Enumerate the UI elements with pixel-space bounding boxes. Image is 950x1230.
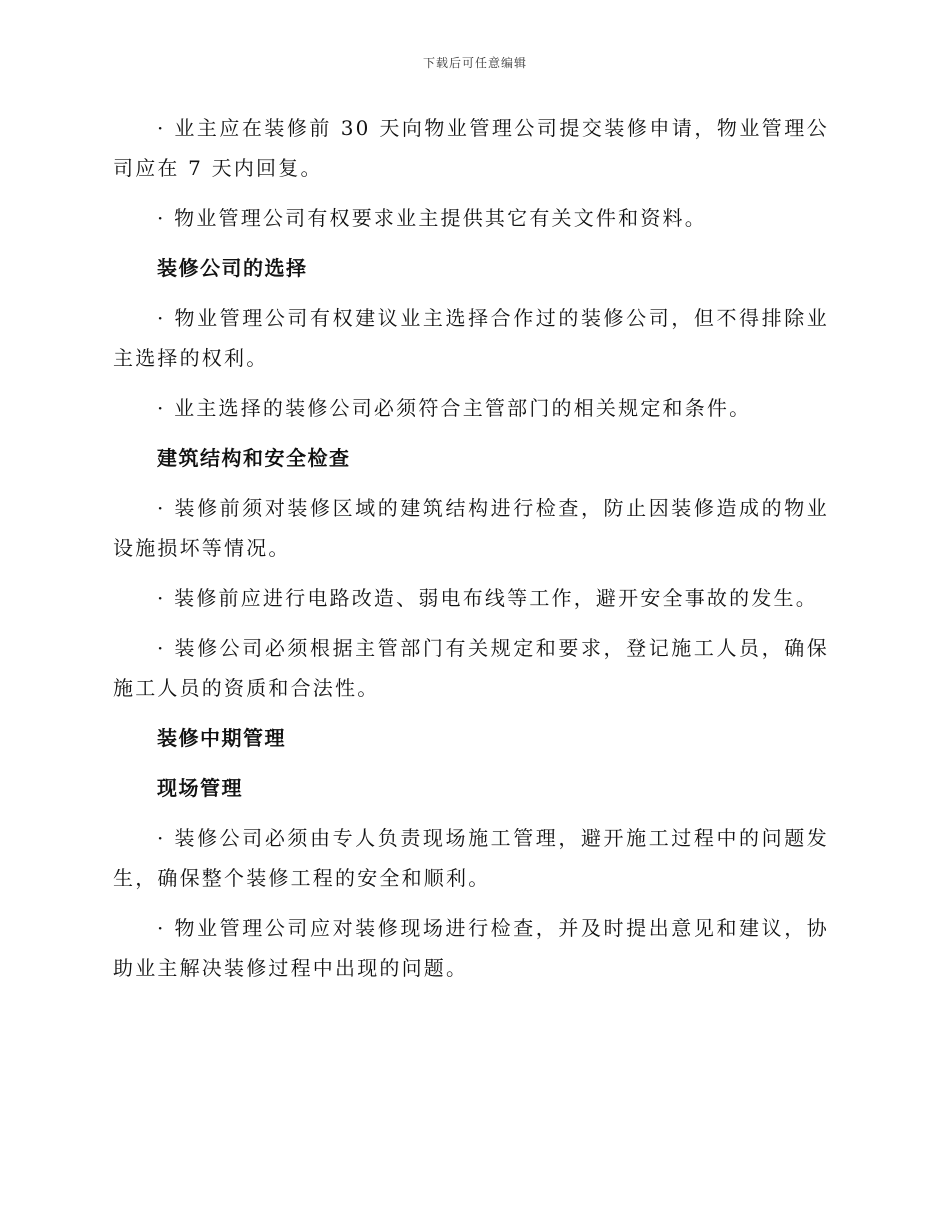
paragraph-company-compliance: · 业主选择的装修公司必须符合主管部门的相关规定和条件。 xyxy=(157,396,752,420)
paragraph-electrical-work: · 装修前应进行电路改造、弱电布线等工作，避开安全事故的发生。 xyxy=(157,586,818,610)
section-heading-site-management: 现场管理 xyxy=(157,776,243,800)
paragraph-site-supervision: · 装修公司必须由专人负责现场施工管理，避开施工过程中的问题发生，确保整个装修工程的安全和顺利。 xyxy=(113,826,829,890)
page-header: 下载后可任意编辑 xyxy=(422,56,527,70)
paragraph-structure-inspection: · 装修前须对装修区域的建筑结构进行检查，防止因装修造成的物业设施损坏等情况。 xyxy=(113,496,829,560)
paragraph-recommend-company: · 物业管理公司有权建议业主选择合作过的装修公司，但不得排除业主选择的权利。 xyxy=(113,306,829,370)
paragraph-renovation-application: · 业主应在装修前 30 天向物业管理公司提交装修申请，物业管理公司应在 7 天内回复。 xyxy=(113,116,829,180)
paragraph-worker-registration: · 装修公司必须根据主管部门有关规定和要求，登记施工人员，确保施工人员的资质和合法性。 xyxy=(113,636,829,700)
paragraph-other-documents: · 物业管理公司有权要求业主提供其它有关文件和资料。 xyxy=(157,206,707,230)
document-body xyxy=(113,108,829,998)
section-heading-mid-term-management: 装修中期管理 xyxy=(157,726,286,750)
section-heading-structure-safety: 建筑结构和安全检查 xyxy=(157,446,351,470)
paragraph-property-inspection: · 物业管理公司应对装修现场进行检查，并及时提出意见和建议，协助业主解决装修过程中出现的问题。 xyxy=(113,916,829,980)
section-heading-company-selection: 装修公司的选择 xyxy=(157,256,308,280)
